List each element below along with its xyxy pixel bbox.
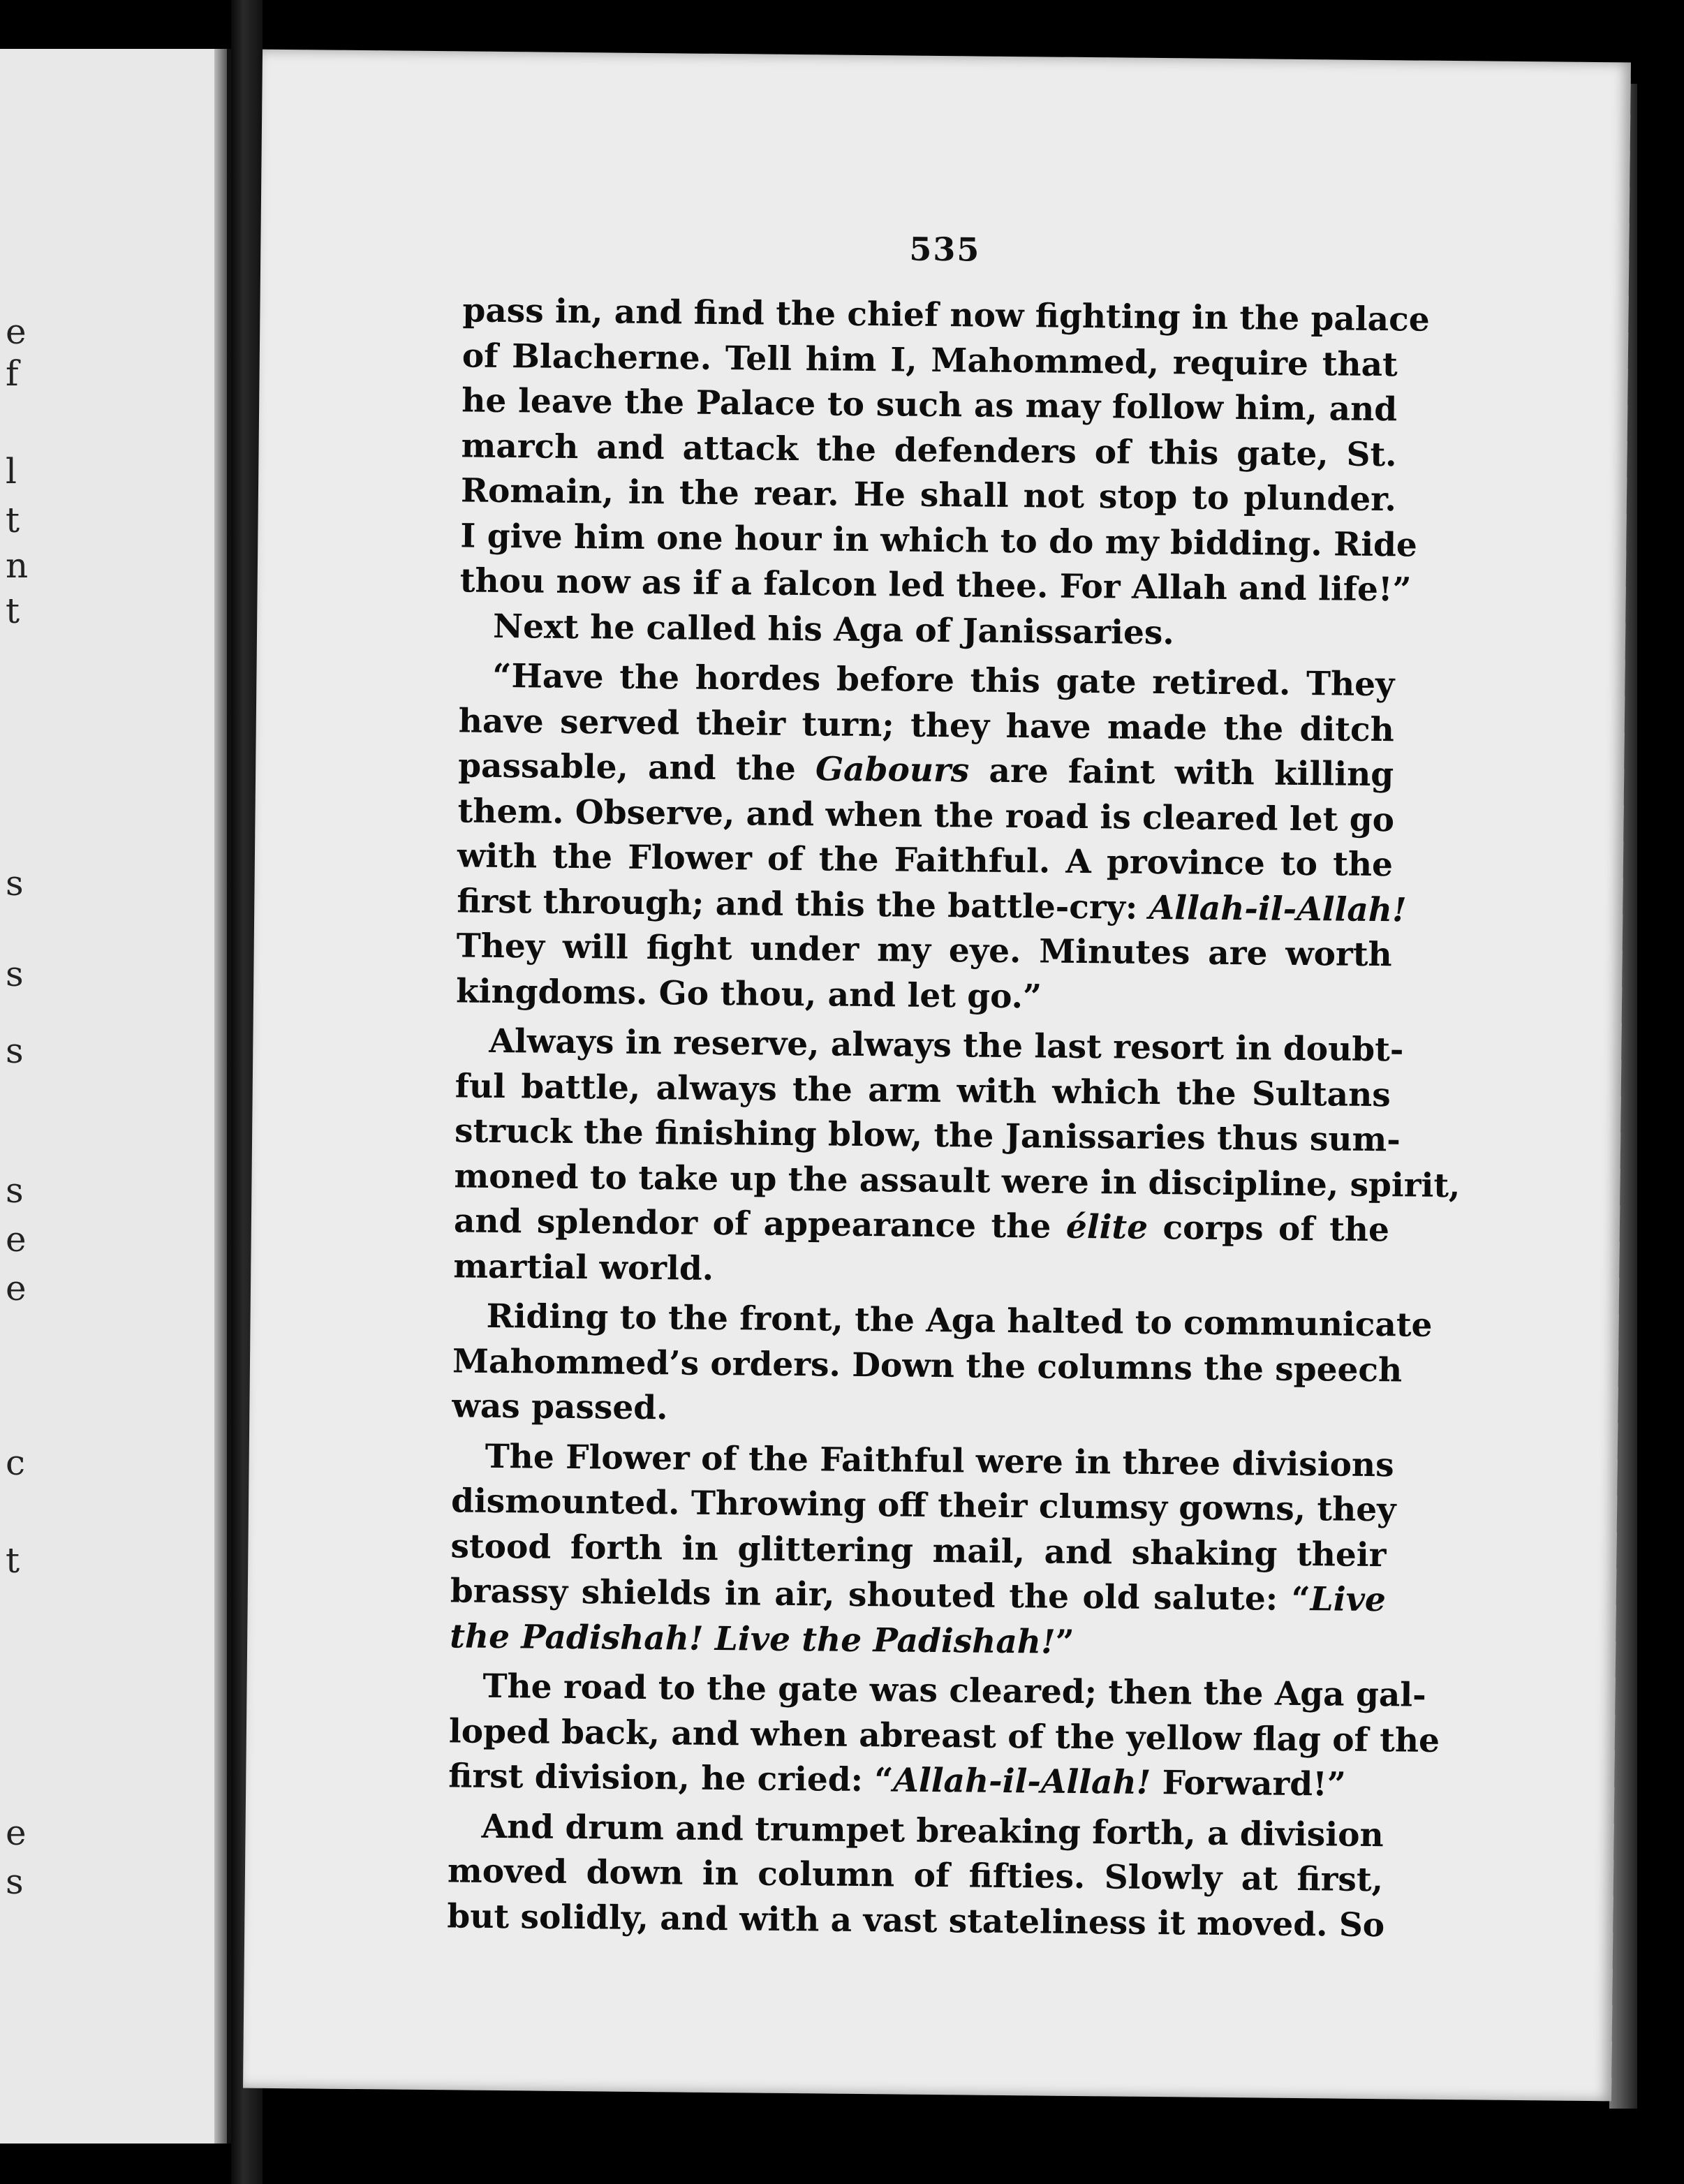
text-line — [462, 288, 1430, 342]
text-line — [461, 468, 1397, 522]
facing-page-fragment: c — [6, 1443, 26, 1483]
text-run: first division, he cried: “ — [448, 1757, 894, 1800]
facing-page-fragment: e — [6, 1813, 27, 1853]
text-run: The Flower of the Faithful were in three divisions — [485, 1437, 1394, 1484]
text-line — [450, 1569, 1387, 1623]
text-run: but solidly, and with a vast stateliness it moved. So — [447, 1896, 1385, 1945]
text-run: corps of the — [1147, 1208, 1390, 1250]
facing-page-fragment: s — [6, 1031, 24, 1071]
facing-page-fragment: s — [6, 863, 24, 903]
text-run: he leave the Palace to such as may follow him, and — [461, 381, 1398, 429]
book-page — [243, 50, 1631, 2102]
facing-page-fragment: s — [6, 1861, 24, 1902]
text-run: have served their turn; they have made the ditch — [458, 701, 1395, 749]
text-run: kingdoms. Go thou, and let go.” — [455, 971, 1042, 1016]
text-run: brassy shields in air, shouted the old salute: “ — [450, 1572, 1310, 1619]
text-run: dismounted. Throwing off their clumsy gowns, they — [450, 1482, 1396, 1530]
facing-page-edge — [214, 49, 227, 2144]
facing-page-fragment: s — [6, 1170, 24, 1211]
text-line — [459, 654, 1395, 707]
italic-run: Allah-il-Allah! — [893, 1761, 1151, 1802]
text-run: The road to the gate was cleared; then the Aga gal- — [482, 1667, 1426, 1715]
text-run: Riding to the front, the Aga halted to communicate — [486, 1297, 1433, 1345]
facing-page-fragment: e — [6, 1219, 27, 1260]
italic-run: Gabours — [815, 750, 970, 790]
facing-page-fragment: e — [6, 1268, 27, 1308]
facing-page-fragment: t — [6, 591, 20, 631]
text-run: ful battle, always the arm with which the Sultans — [455, 1066, 1391, 1114]
text-run: loped back, and when abreast of the yellow flag of the — [448, 1711, 1440, 1760]
text-run: I give him one hour in which to do my bidding. Ride — [460, 516, 1418, 565]
page-body-text — [447, 288, 1461, 1948]
text-line — [457, 834, 1394, 887]
text-line — [450, 1479, 1396, 1533]
text-run: ” — [1055, 1623, 1074, 1662]
text-line — [459, 604, 1396, 658]
text-line — [454, 1109, 1401, 1163]
text-line — [453, 1244, 1389, 1298]
text-run: Mahommed’s orders. Down the columns the speech — [452, 1341, 1403, 1389]
text-run: Romain, in the rear. He shall not stop to plunder. — [460, 471, 1397, 519]
text-run: march and attack the defenders of this gate, St. — [461, 426, 1397, 474]
text-line — [450, 1614, 1386, 1668]
facing-page — [0, 49, 231, 2144]
facing-page-fragment: n — [6, 545, 29, 586]
text-run: Next he called his Aga of Janissaries. — [492, 607, 1175, 652]
facing-page-fragment: t — [6, 1540, 20, 1581]
text-line — [449, 1664, 1426, 1718]
text-run: with the Flower of the Faithful. A province to the — [457, 836, 1394, 885]
italic-run: Allah-il-Allah! — [1148, 888, 1407, 929]
text-line — [461, 378, 1398, 432]
italic-run: élite — [1065, 1207, 1148, 1247]
italic-run: Live — [1310, 1580, 1387, 1620]
text-line — [447, 1894, 1383, 1948]
facing-page-fragment: f — [6, 353, 19, 394]
text-run: moned to take up the assault were in discipline, spirit, — [454, 1156, 1461, 1205]
text-run: passable, and the — [457, 746, 816, 789]
text-line — [455, 1019, 1404, 1072]
text-line — [456, 924, 1392, 977]
text-run: are faint with killing — [968, 751, 1394, 795]
text-run: first through; and this the battle-cry: — [457, 881, 1149, 927]
text-run: martial world. — [453, 1246, 714, 1288]
text-run: stood forth in glittering mail, and shaking their — [450, 1526, 1387, 1574]
text-run: pass in, and find the chief now fighting in the palace — [462, 291, 1430, 339]
text-line — [459, 559, 1412, 612]
text-run: Always in reserve, always the last resort in doubt- — [489, 1021, 1404, 1070]
text-run: Forward!” — [1151, 1763, 1347, 1804]
text-run: was passed. — [452, 1387, 668, 1428]
text-run: of Blacherne. Tell him I, Mahommed, require that — [461, 336, 1398, 384]
text-run: They will fight under my eye. Minutes are worth — [456, 927, 1392, 975]
text-line — [458, 744, 1394, 797]
text-line — [452, 1294, 1433, 1348]
facing-page-fragment: t — [6, 500, 20, 540]
text-run: struck the finishing blow, the Janissaries thus sum- — [454, 1112, 1401, 1160]
text-line — [448, 1849, 1384, 1903]
text-run: “Have the hordes before this gate retired. They — [492, 656, 1395, 704]
text-line — [452, 1384, 1388, 1438]
text-run: moved down in column of fifties. Slowly at first, — [447, 1852, 1384, 1900]
facing-page-fragment: s — [6, 954, 24, 994]
text-run: them. Observe, and when the road is cleared let go — [457, 791, 1395, 839]
page-number: 535 — [909, 230, 981, 269]
text-line — [448, 1754, 1384, 1808]
text-run: thou now as if a falcon led thee. For Allah and life!” — [459, 561, 1412, 610]
text-line — [456, 969, 1392, 1023]
text-run: And drum and trumpet breaking forth, a division — [481, 1807, 1384, 1854]
facing-page-fragment: e — [6, 311, 27, 352]
italic-run: the Padishah! Live the Padishah! — [449, 1616, 1056, 1662]
facing-page-fragment: l — [6, 451, 17, 492]
text-line — [454, 1199, 1390, 1253]
text-run: and splendor of appearance the — [453, 1202, 1067, 1246]
